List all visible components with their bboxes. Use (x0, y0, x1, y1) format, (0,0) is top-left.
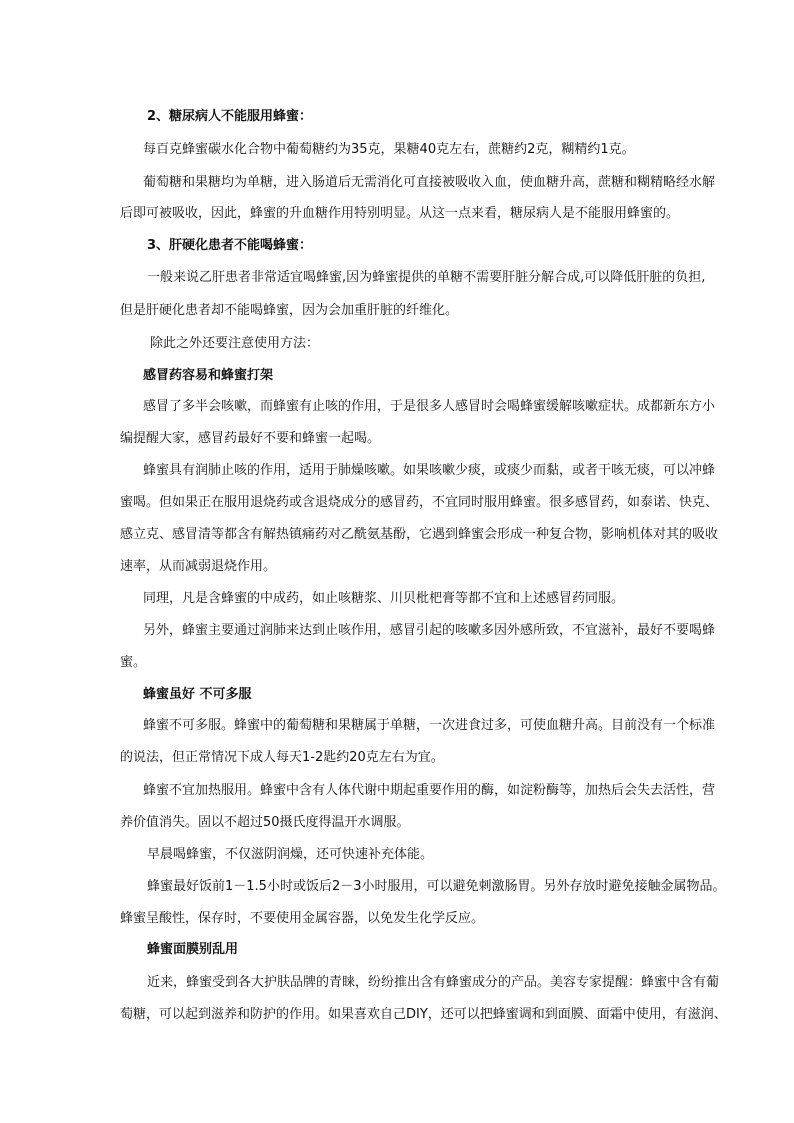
paragraph-line: 感冒了多半会咳嗽，而蜂蜜有止咳的作用，于是很多人感冒时会喝蜂蜜缓解咳嗽症状。成都新东方小 (143, 399, 716, 414)
subheading-dont-overuse: 蜂蜜虽好 不可多服 (143, 687, 252, 702)
paragraph-line: 感立克、感冒清等都含有解热镇痛药对乙酰氨基酚，它遇到蜂蜜会形成一种复合物，影响机体对其的吸收 (120, 527, 719, 542)
paragraph-line: 除此之外还要注意使用方法： (150, 336, 320, 351)
paragraph-line: 养价值消失。固以不超过50摄氏度得温开水调服。 (120, 815, 410, 830)
paragraph-line: 速率，从而减弱退烧作用。 (120, 559, 277, 574)
paragraph-line: 蜂蜜具有润肺止咳的作用，适用于肺燥咳嗽。如果咳嗽少痰，或痰少而黏，或者干咳无痰，可以冲蜂 (143, 463, 716, 478)
paragraph-line: 后即可被吸收，因此，蜂蜜的升血糖作用特别明显。从这一点来看，糖尿病人是不能服用蜂蜜的。 (120, 206, 680, 221)
paragraph-line: 近来，蜂蜜受到各大护肤品牌的青睐，纷纷推出含有蜂蜜成分的产品。美容专家提醒：蜂蜜中含有葡 (147, 975, 720, 990)
subheading-honey-mask: 蜂蜜面膜别乱用 (147, 942, 239, 957)
paragraph-line: 蜂蜜最好饭前1－1.5小时或饭后2－3小时服用，可以避免刺激肠胃。另外存放时避免接触金属物品。 (147, 879, 726, 894)
paragraph-line: 蜜。 (120, 655, 147, 670)
paragraph-line: 早晨喝蜂蜜，不仅滋阴润燥，还可快速补充体能。 (147, 847, 434, 862)
paragraph-line: 同理，凡是含蜂蜜的中成药，如止咳糖浆、川贝枇杷膏等都不宜和上述感冒药同服。 (143, 591, 625, 606)
section-heading-diabetes: 2、糖尿病人不能服用蜂蜜： (147, 109, 313, 124)
paragraph-line: 编提醒大家，感冒药最好不要和蜂蜜一起喝。 (120, 431, 381, 446)
paragraph-line: 蜂蜜不宜加热服用。蜂蜜中含有人体代谢中期起重要作用的酶，如淀粉酶等，加热后会失去活性，营 (143, 783, 716, 798)
paragraph-line: 蜂蜜不可多服。蜂蜜中的葡萄糖和果糖属于单糖，一次进食过多，可使血糖升高。目前没有一个标准 (143, 718, 716, 733)
paragraph-line: 蜜喝。但如果正在服用退烧药或含退烧成分的感冒药，不宜同时服用蜂蜜。很多感冒药，如泰诺、快克、 (120, 495, 719, 510)
paragraph-line: 葡萄糖和果糖均为单糖，进入肠道后无需消化可直接被吸收入血，使血糖升高，蔗糖和糊精略经水解 (143, 175, 716, 190)
paragraph-line: 一般来说乙肝患者非常适宜喝蜂蜜,因为蜂蜜提供的单糖不需要肝脏分解合成,可以降低肝脏的负担, (147, 270, 706, 285)
paragraph-line: 萄糖，可以起到滋养和防护的作用。如果喜欢自己DIY，还可以把蜂蜜调和到面膜、面霜中使用，有滋润、 (120, 1007, 727, 1022)
subheading-cold-medicine: 感冒药容易和蜂蜜打架 (143, 368, 274, 383)
paragraph-line: 每百克蜂蜜碳水化合物中葡萄糖约为35克，果糖40克左右，蔗糖约2克，糊精约1克。 (143, 142, 635, 157)
paragraph-line: 另外，蜂蜜主要通过润肺来达到止咳作用，感冒引起的咳嗽多因外感所致，不宜滋补，最好不要喝蜂 (143, 623, 716, 638)
paragraph-line: 蜂蜜呈酸性，保存时，不要使用金属容器，以免发生化学反应。 (120, 911, 485, 926)
section-heading-cirrhosis: 3、肝硬化患者不能喝蜂蜜： (147, 238, 313, 253)
paragraph-line: 的说法，但正常情况下成人每天1-2匙约20克左右为宜。 (120, 750, 444, 765)
paragraph-line: 但是肝硬化患者却不能喝蜂蜜，因为会加重肝脏的纤维化。 (120, 303, 459, 318)
